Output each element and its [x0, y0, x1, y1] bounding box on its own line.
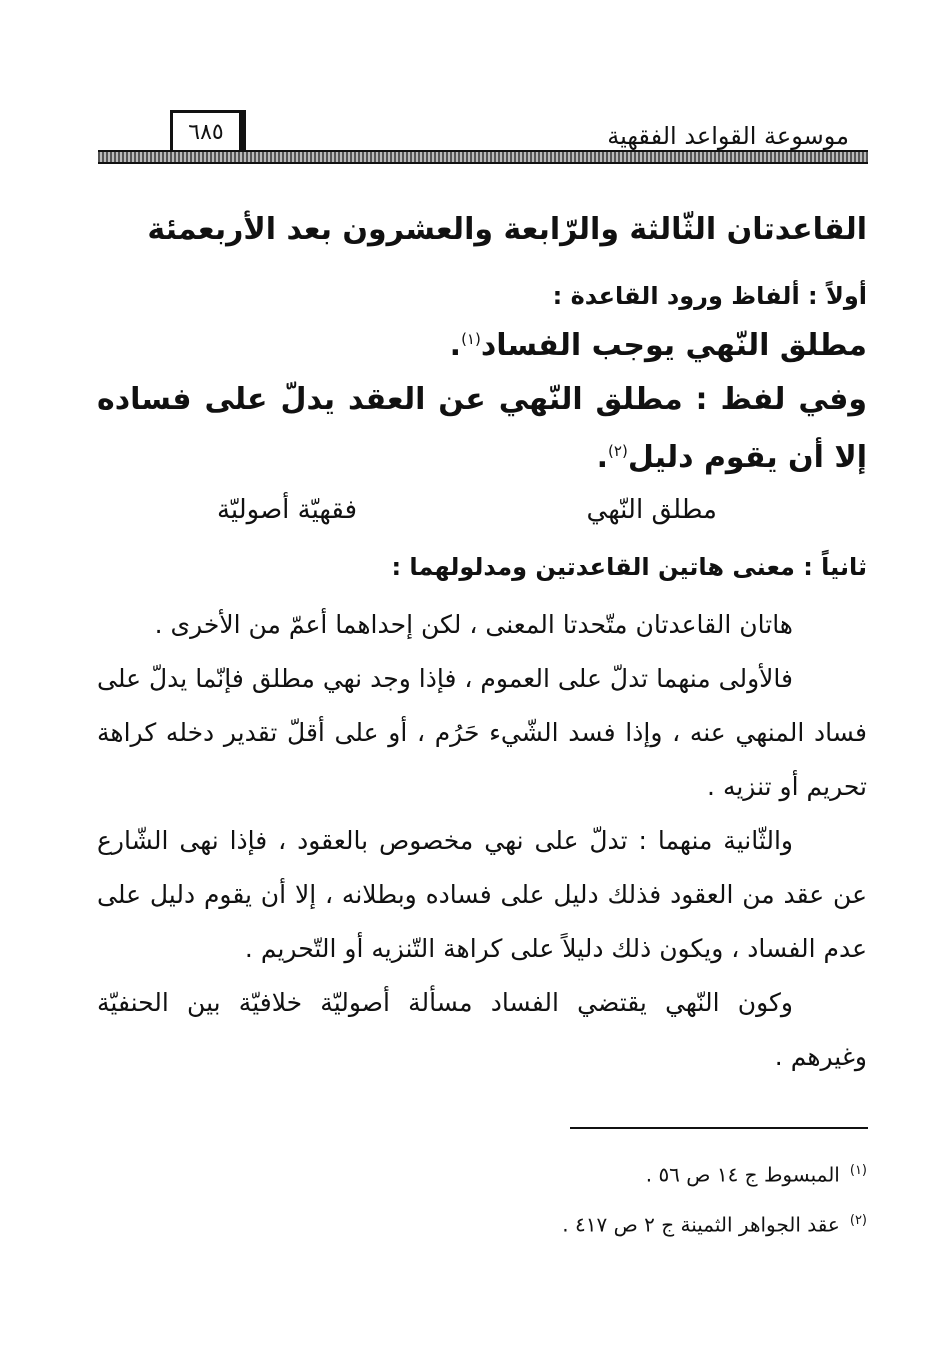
header-rule-bottom	[98, 162, 868, 164]
section-heading-1: أولاً : ألفاظ ورود القاعدة :	[552, 282, 867, 310]
rule-statement-1	[97, 328, 867, 363]
footnote-number: (١)	[849, 1163, 867, 1178]
running-header-title: موسوعة القواعد الفقهية	[607, 122, 849, 150]
rule-statement-2-line1: وفي لفظ : مطلق النّهي عن العقد يدلّ على فساده	[97, 382, 867, 417]
footnote-ref-2[interactable]: (٢)	[608, 442, 628, 460]
footnote-number: (٢)	[849, 1212, 867, 1228]
paragraph: هاتان القاعدتان متّحدتا المعنى ، لكن إحداهما أعمّ من الأخرى .	[154, 610, 793, 639]
footnote-separator	[570, 1127, 868, 1129]
footnote-item	[97, 1148, 867, 1198]
footnote-item	[97, 1198, 867, 1248]
body-text	[97, 598, 867, 1084]
page-number-text: ٦٨٥	[188, 119, 224, 145]
rule-statement-2-line2	[97, 440, 867, 475]
tag-subject: مطلق النّهي	[586, 495, 717, 525]
footnotes	[97, 1148, 867, 1247]
main-title: القاعدتان الثّالثة والرّابعة والعشرون بعد الأربعمئة	[147, 212, 867, 247]
paragraph: فالأولى منهما تدلّ على العموم ، فإذا وجد نهي مطلق فإنّما يدلّ على فساد المنهي عنه ، وإذا فسد الشّيء حَرُم ، أو على أقلّ تقدير دخله كراهة تحريم أو تنزيه .	[97, 664, 867, 801]
tag-category: فقهيّة أصوليّة	[216, 495, 357, 525]
paragraph: والثّانية منهما : تدلّ على نهي مخصوص بالعقود ، فإذا نهى الشّارع عن عقد من العقود فذلك دليل على فساده وبطلانه ، إلا أن يقوم دليل على عدم الفساد ، ويكون ذلك دليلاً على كراهة التّنزيه أو التّحريم .	[97, 826, 867, 963]
rule-statement-2-end: .	[596, 440, 609, 475]
header-rule-band	[98, 152, 868, 162]
section-heading-2: ثانياً : معنى هاتين القاعدتين ومدلولهما :	[391, 553, 867, 581]
rule-statement-1-end: .	[449, 328, 462, 363]
rule-statement-2-text: إلا أن يقوم دليل	[627, 440, 867, 475]
rule-statement-1-text: مطلق النّهي يوجب الفساد	[480, 328, 867, 363]
footnote-text: المبسوط ج ١٤ ص ٥٦ .	[645, 1162, 840, 1187]
footnote-text: عقد الجواهر الثمينة ج ٢ ص ٤١٧ .	[562, 1212, 840, 1237]
footnote-ref-1[interactable]: (١)	[461, 330, 481, 348]
paragraph: وكون النّهي يقتضي الفساد مسألة أصوليّة خلافيّة بين الحنفيّة وغيرهم .	[97, 988, 867, 1071]
page-number	[170, 110, 246, 154]
